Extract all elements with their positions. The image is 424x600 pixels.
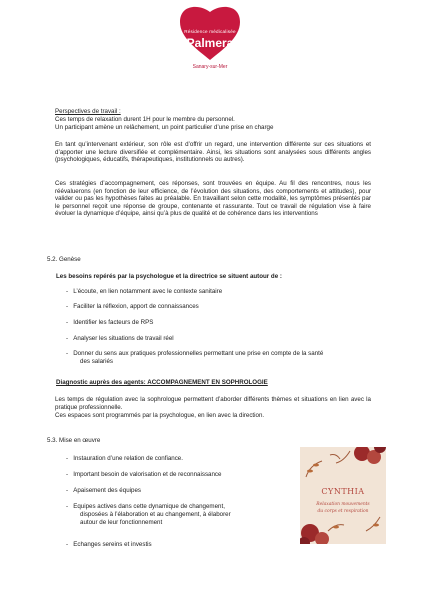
logo-line3: Sanary-sur-Mer [192, 64, 228, 70]
perspectives-line1: Ces temps de relaxation durent 1H pour le membre du personnel. [55, 116, 235, 123]
mise-item: - Echanges sereins et investis [66, 541, 152, 548]
genese-item-continuation: des salariés [80, 358, 114, 365]
genese-item-text: Identifier les facteurs de RPS [73, 319, 154, 326]
diagnostic-heading: Diagnostic auprès des agents: ACCOMPAGNEMENT EN SOPHROLOGIE [56, 379, 268, 386]
diagnostic-paragraph: Les temps de régulation avec la sophrologue permettent d’aborder différents thèmes et situations en lien avec la pratique professionnelle. [55, 396, 371, 411]
genese-item-text: Analyser les situations de travail réel [73, 335, 174, 342]
genese-item-text: Faciliter la réflexion, apport de connaissances [73, 303, 199, 310]
genese-item: - Analyser les situations de travail réel [66, 335, 174, 342]
mise-item-text: Echanges sereins et investis [73, 541, 152, 548]
mise-item: - Apaisement des équipes [66, 487, 141, 494]
card-subtitle: Relaxation mouvements du corps et respiration [316, 502, 370, 514]
logo-line1: Résidence médicalisée [184, 29, 236, 34]
sophrologist-card [300, 447, 386, 544]
genese-item-text: L’écoute, en lien notamment avec le contexte sanitaire [73, 288, 223, 295]
genese-item: - L’écoute, en lien notamment avec le contexte sanitaire [66, 288, 223, 295]
mise-item-text: Apaisement des équipes [73, 487, 141, 494]
residence-logo [172, 4, 248, 84]
genese-item: - Identifier les facteurs de RPS [66, 319, 154, 326]
logo-line2: Palmera [186, 36, 234, 50]
perspectives-paragraph2: Ces stratégies d’accompagnement, ces réponses, sont trouvées en équipe. Au fil des rencontres, nous les réévaluerons (en fonction de leur efficience, de l’évolution des situations, des comportements et attitudes), pour valider ou pas les hypothèses faites au préalable. En travaillant selon cette modalité, les symptômes présentés par le personnel reçoit une réponse de groupe, contenante et rassurante. Tout ce travail de régulation vise à faire évoluer la dynamique d’équipe, ainsi qu’à plus de qualité et de cohérence dans les interventions [55, 180, 371, 218]
mise-item-continuation: disposées à l’élaboration et au changement, à élaborer [80, 511, 231, 518]
mise-item: - Important besoin de valorisation et de reconnaissance [66, 471, 222, 478]
perspectives-paragraph1: En tant qu’intervenant extérieur, son rôle est d’offrir un regard, une intervention différente sur ces situations et d’apporter une lecture diversifiée et complémentaire. Ainsi, les situations sont analysées sous différents angles (psychologiques, éducatifs, thérapeutiques, institutionnels ou autres). [55, 141, 371, 164]
mise-item: - Equipes actives dans cette dynamique de changement, [66, 503, 225, 510]
card-name: CYNTHIA [321, 487, 365, 496]
genese-item: - Faciliter la réflexion, apport de connaissances [66, 303, 199, 310]
genese-item-text: Donner du sens aux pratiques professionnelles permettant une prise en compte de la santé [73, 350, 324, 357]
mise-item-text: Equipes actives dans cette dynamique de changement, [73, 503, 225, 510]
section-heading-mise: 5.3. Mise en œuvre [47, 437, 101, 444]
mise-item-continuation: autour de leur fonctionnement [80, 519, 163, 526]
diagnostic-note: Ces espaces sont programmés par la psychologue, en lien avec la direction. [55, 412, 265, 419]
perspectives-line2: Un participant amène un relâchement, un point particulier d’une prise en charge [55, 124, 274, 131]
mise-item-text: Instauration d’une relation de confiance. [73, 455, 183, 462]
mise-item-text: Important besoin de valorisation et de reconnaissance [73, 471, 222, 478]
perspectives-title: Perspectives de travail : [55, 108, 121, 115]
mise-item: - Instauration d’une relation de confiance. [66, 455, 183, 462]
section-heading-genese: 5.2. Genèse [47, 256, 81, 263]
genese-intro: Les besoins repérés par la psychologue et la directrice se situent autour de : [56, 273, 282, 280]
genese-item: - Donner du sens aux pratiques professionnelles permettant une prise en compte de la santé [66, 350, 324, 357]
